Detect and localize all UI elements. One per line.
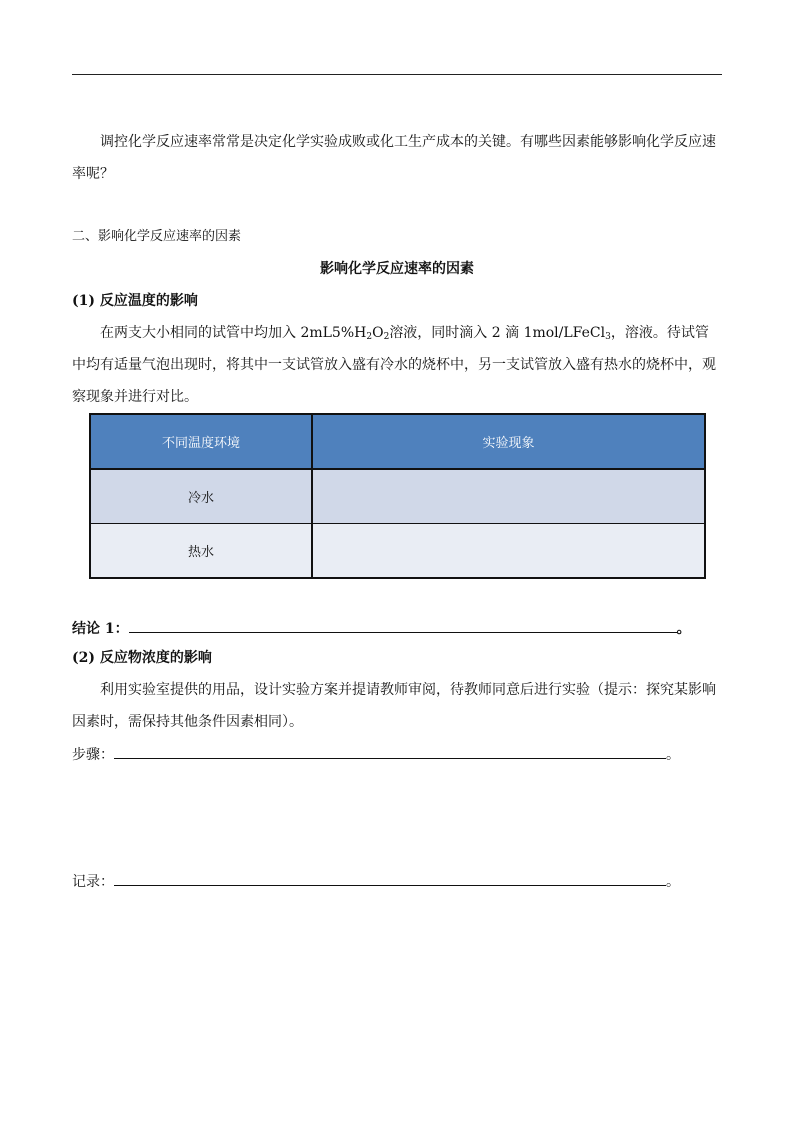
table-cell-env: 冷水 [90,469,312,524]
conclusion-row [72,618,691,639]
table-cell-phenomenon[interactable] [312,469,705,524]
record-blank[interactable] [114,871,666,886]
table-header-row [90,414,705,469]
record-label: 记录： [72,874,114,890]
part1-desc-sub3: 3 [605,332,611,342]
part1-desc-d: ，溶液。待试管中均有适量气泡出现时，将其中一支试管放入盛有冷水的烧杯中，另一支试管放入盛有热水的烧杯中，观察现象并进行对比。 [72,325,716,405]
table-cell-env: 热水 [90,524,312,579]
steps-label: 步骤： [72,747,114,763]
table-row [90,524,705,579]
temperature-experiment-table [89,413,706,579]
section-heading: 二、影响化学反应速率的因素 [72,229,242,244]
conclusion-end: 。 [676,621,691,637]
part1-desc-c: 溶液，同时滴入 2 滴 1mol/LFeCl [389,325,606,341]
steps-row [72,744,680,765]
table-cell-phenomenon[interactable] [312,524,705,579]
table-header-env: 不同温度环境 [90,414,312,469]
conclusion-label: 结论 1： [72,621,129,637]
table-header-phenomenon: 实验现象 [312,414,705,469]
part1-desc-sub2: 2 [383,332,390,342]
part1-desc-a: 在两支大小相同的试管中均加入 2mL5%H [100,325,367,341]
record-row [72,871,680,892]
part1-heading: (1) 反应温度的影响 [72,293,198,309]
steps-blank[interactable] [114,744,666,759]
part2-heading: (2) 反应物浓度的影响 [72,650,212,666]
intro-paragraph: 调控化学反应速率常常是决定化学实验成败或化工生产成本的关键。有哪些因素能够影响化学反应速率呢？ [72,134,716,182]
table-row [90,469,705,524]
part1-description [72,317,722,413]
part1-desc-sub1: 2 [366,332,373,342]
conclusion-blank[interactable] [129,618,677,633]
record-end: 。 [666,874,680,890]
header-rule [72,74,722,75]
section-title: 影响化学反应速率的因素 [320,261,474,277]
steps-end: 。 [666,747,680,763]
part2-description: 利用实验室提供的用品，设计实验方案并提请教师审阅，待教师同意后进行实验（提示：探究某影响因素时，需保持其他条件因素相同）。 [72,682,716,730]
part1-desc-b: O [372,325,384,341]
